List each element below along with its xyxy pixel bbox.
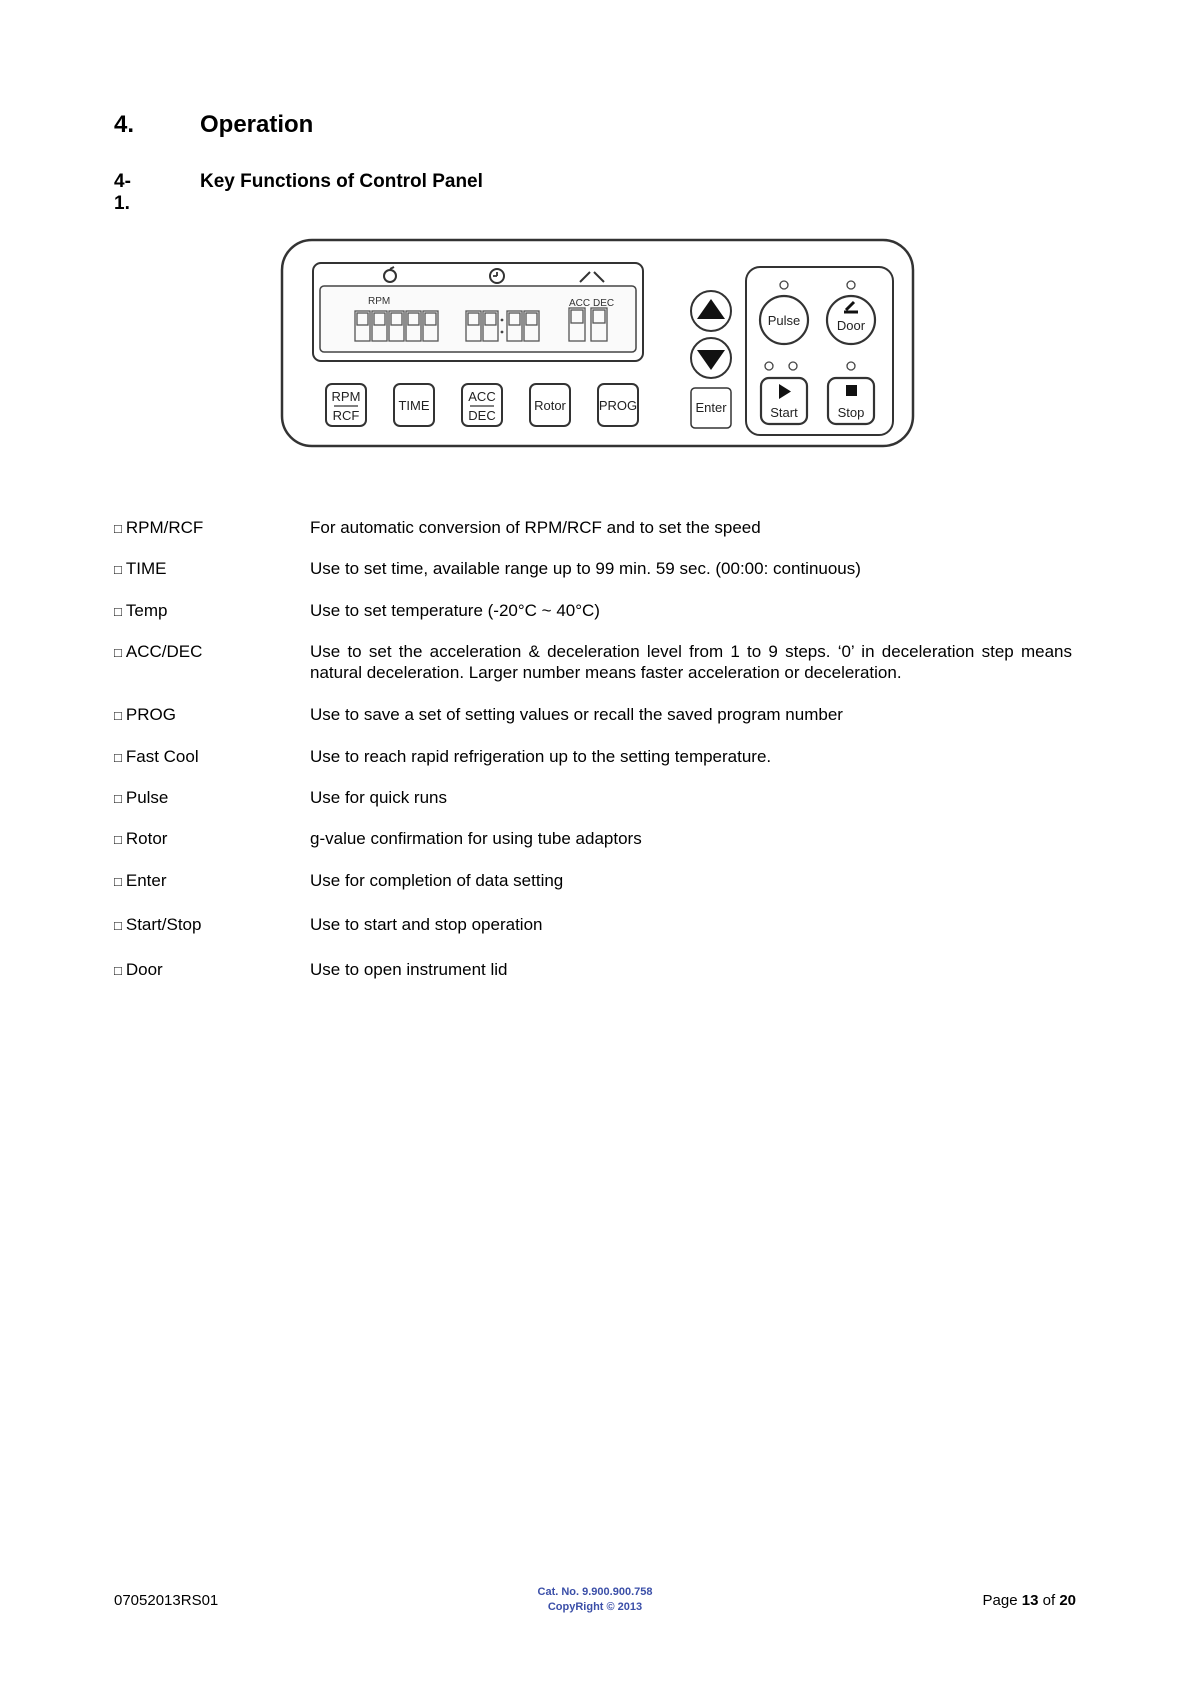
- acc-dec-button[interactable]: [462, 384, 502, 426]
- page-current: 13: [1021, 1592, 1039, 1609]
- time-button[interactable]: [394, 384, 434, 426]
- function-desc: Use for completion of data setting: [310, 871, 564, 890]
- enter-label: Enter: [695, 400, 727, 415]
- checkbox-icon: □: [114, 918, 122, 933]
- page-prefix: Page: [982, 1592, 1018, 1609]
- function-key: Pulse: [125, 788, 169, 807]
- prog-button[interactable]: [598, 384, 638, 426]
- up-arrow-button[interactable]: [691, 291, 731, 331]
- function-desc: Use to start and stop operation: [310, 915, 543, 934]
- section-number: 4.: [114, 111, 135, 138]
- checkbox-icon: □: [114, 604, 122, 619]
- function-desc: Use to set the acceleration & deceleration level from 1 to 9 steps. ‘0’ in deceleration step means natural deceleration. Larger number means faster acceleration or deceleration.: [310, 642, 1072, 682]
- checkbox-icon: □: [114, 645, 122, 660]
- function-desc: Use to set temperature (-20°C ~ 40°C): [310, 601, 600, 620]
- catalog-number: Cat. No. 9.900.900.758: [537, 1586, 653, 1598]
- function-key: Rotor: [125, 829, 168, 848]
- door-button[interactable]: [827, 296, 875, 344]
- checkbox-icon: □: [114, 708, 122, 723]
- footer-catalog: [445, 1585, 745, 1615]
- subsection-number: 4-1.: [114, 171, 131, 214]
- doc-code: 07052013RS01: [114, 1592, 219, 1609]
- function-desc: Use to reach rapid refrigeration up to the setting temperature.: [310, 747, 772, 766]
- page-of: of: [1042, 1592, 1056, 1609]
- checkbox-icon: □: [114, 791, 122, 806]
- display-label-dec: DEC: [593, 298, 615, 309]
- function-key: RPM/RCF: [125, 518, 204, 537]
- start-button[interactable]: [761, 378, 807, 424]
- function-desc: Use for quick runs: [310, 788, 447, 807]
- time-label: TIME: [398, 398, 430, 413]
- function-desc: For automatic conversion of RPM/RCF and to set the speed: [310, 518, 761, 537]
- function-desc: Use to open instrument lid: [310, 960, 508, 979]
- function-key: Enter: [125, 871, 167, 890]
- function-key: Fast Cool: [125, 747, 199, 766]
- function-key: Door: [125, 960, 163, 979]
- checkbox-icon: □: [114, 963, 122, 978]
- stop-button[interactable]: [828, 378, 874, 424]
- display-label-acc: ACC: [569, 298, 591, 309]
- function-key: Start/Stop: [125, 915, 202, 934]
- rpm-rcf-button[interactable]: [326, 384, 366, 426]
- door-label: Door: [836, 318, 866, 333]
- pulse-label: Pulse: [767, 313, 801, 328]
- function-key: Temp: [125, 601, 168, 620]
- rotor-button[interactable]: [530, 384, 570, 426]
- stop-icon: [846, 385, 857, 396]
- copyright: CopyRight © 2013: [547, 1601, 643, 1613]
- rcf-label: RCF: [332, 408, 360, 423]
- section-title: Operation: [200, 111, 314, 138]
- page-number: [983, 1592, 1076, 1609]
- down-arrow-button[interactable]: [691, 338, 731, 378]
- pulse-button[interactable]: [760, 296, 808, 344]
- function-desc: Use to set time, available range up to 99 min. 59 sec. (00:00: continuous): [310, 559, 861, 578]
- checkbox-icon: □: [114, 832, 122, 847]
- enter-button[interactable]: [691, 388, 731, 428]
- display-label-rpm: RPM: [368, 296, 391, 307]
- page-total: 20: [1059, 1592, 1076, 1609]
- checkbox-icon: □: [114, 874, 122, 889]
- checkbox-icon: □: [114, 750, 122, 765]
- function-desc: g-value confirmation for using tube adaptors: [310, 829, 642, 848]
- prog-label: PROG: [598, 398, 638, 413]
- function-key: TIME: [125, 559, 167, 578]
- function-key: PROG: [125, 705, 176, 724]
- rpm-label: RPM: [331, 389, 361, 404]
- subsection-title: Key Functions of Control Panel: [200, 171, 483, 192]
- dec-label: DEC: [468, 408, 496, 423]
- acc-label: ACC: [468, 389, 496, 404]
- start-label: Start: [770, 405, 798, 420]
- stop-label: Stop: [837, 405, 865, 420]
- function-key: ACC/DEC: [125, 642, 203, 661]
- checkbox-icon: □: [114, 562, 122, 577]
- control-panel-diagram: [280, 238, 915, 448]
- function-desc: Use to save a set of setting values or recall the saved program number: [310, 705, 843, 724]
- rotor-label: Rotor: [534, 398, 566, 413]
- checkbox-icon: □: [114, 521, 122, 536]
